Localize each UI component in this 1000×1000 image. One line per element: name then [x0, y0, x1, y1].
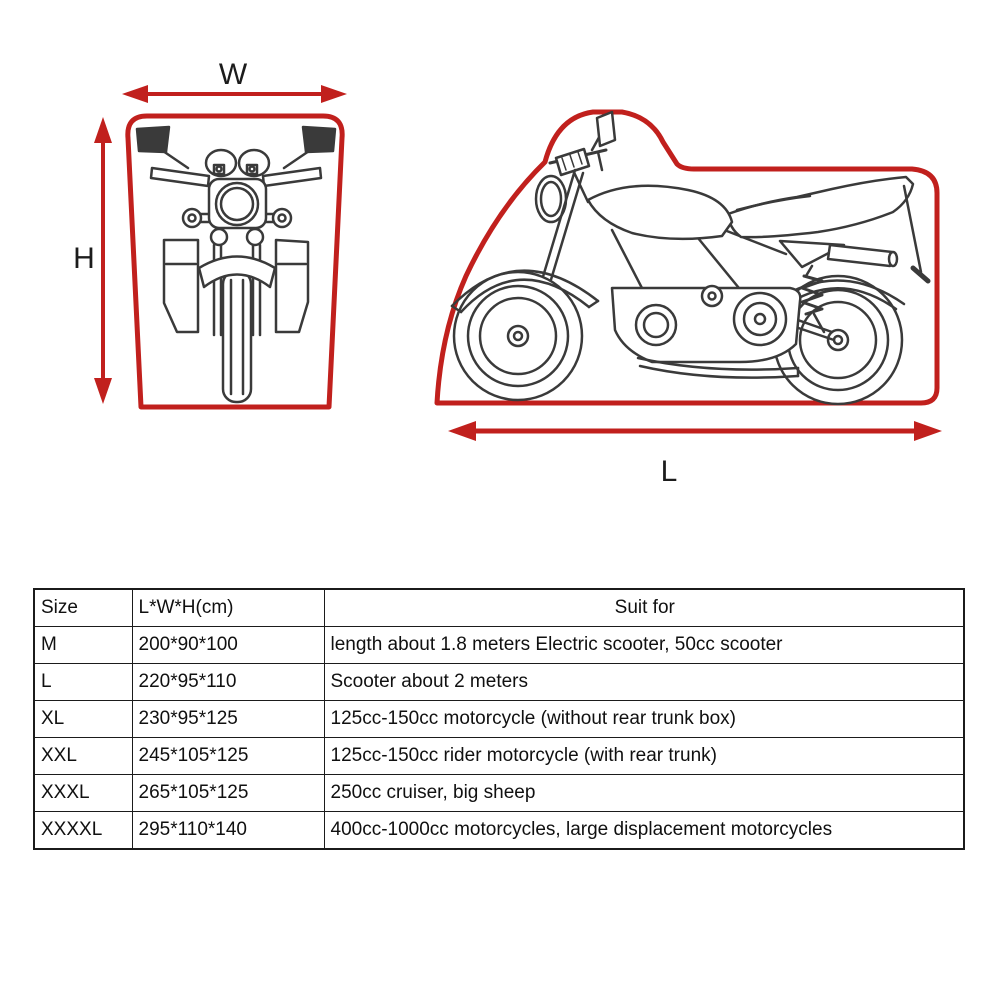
- table-row: [34, 775, 964, 812]
- length-arrow-icon: [448, 421, 942, 441]
- size-cell: L: [34, 664, 132, 701]
- suit-for-cell: 250cc cruiser, big sheep: [324, 775, 964, 812]
- suit-for-cell: Scooter about 2 meters: [324, 664, 964, 701]
- length-label: L: [660, 455, 678, 488]
- size-chart: [33, 588, 965, 850]
- header-dimensions: L*W*H(cm): [132, 589, 324, 627]
- table-row: [34, 812, 964, 850]
- size-cell: M: [34, 627, 132, 664]
- header-size: Size: [34, 589, 132, 627]
- height-arrow-icon: [94, 117, 112, 404]
- suit-for-cell: 125cc-150cc motorcycle (without rear trunk box): [324, 701, 964, 738]
- motorcycle-front-art: [137, 127, 335, 402]
- size-cell: XXXXL: [34, 812, 132, 850]
- dimensions-cell: 230*95*125: [132, 701, 324, 738]
- suit-for-cell: 400cc-1000cc motorcycles, large displacement motorcycles: [324, 812, 964, 850]
- height-label: H: [73, 242, 95, 275]
- dimensions-cell: 220*95*110: [132, 664, 324, 701]
- side-view-diagram: [437, 112, 942, 488]
- width-label: W: [218, 58, 248, 91]
- suit-for-cell: 125cc-150cc rider motorcycle (with rear trunk): [324, 738, 964, 775]
- dimensions-cell: 265*105*125: [132, 775, 324, 812]
- dimensions-cell: 245*105*125: [132, 738, 324, 775]
- table-row: [34, 664, 964, 701]
- size-cell: XXL: [34, 738, 132, 775]
- table-row: [34, 627, 964, 664]
- front-view-diagram: [73, 58, 347, 407]
- table-row: [34, 738, 964, 775]
- dimensions-cell: 295*110*140: [132, 812, 324, 850]
- size-cell: XL: [34, 701, 132, 738]
- header-suit-for: Suit for: [324, 589, 964, 627]
- dimensions-cell: 200*90*100: [132, 627, 324, 664]
- size-table: [33, 588, 965, 850]
- suit-for-cell: length about 1.8 meters Electric scooter, 50cc scooter: [324, 627, 964, 664]
- table-row: [34, 701, 964, 738]
- motorcycle-side-art: [452, 112, 928, 404]
- size-cell: XXXL: [34, 775, 132, 812]
- table-header-row: [34, 589, 964, 627]
